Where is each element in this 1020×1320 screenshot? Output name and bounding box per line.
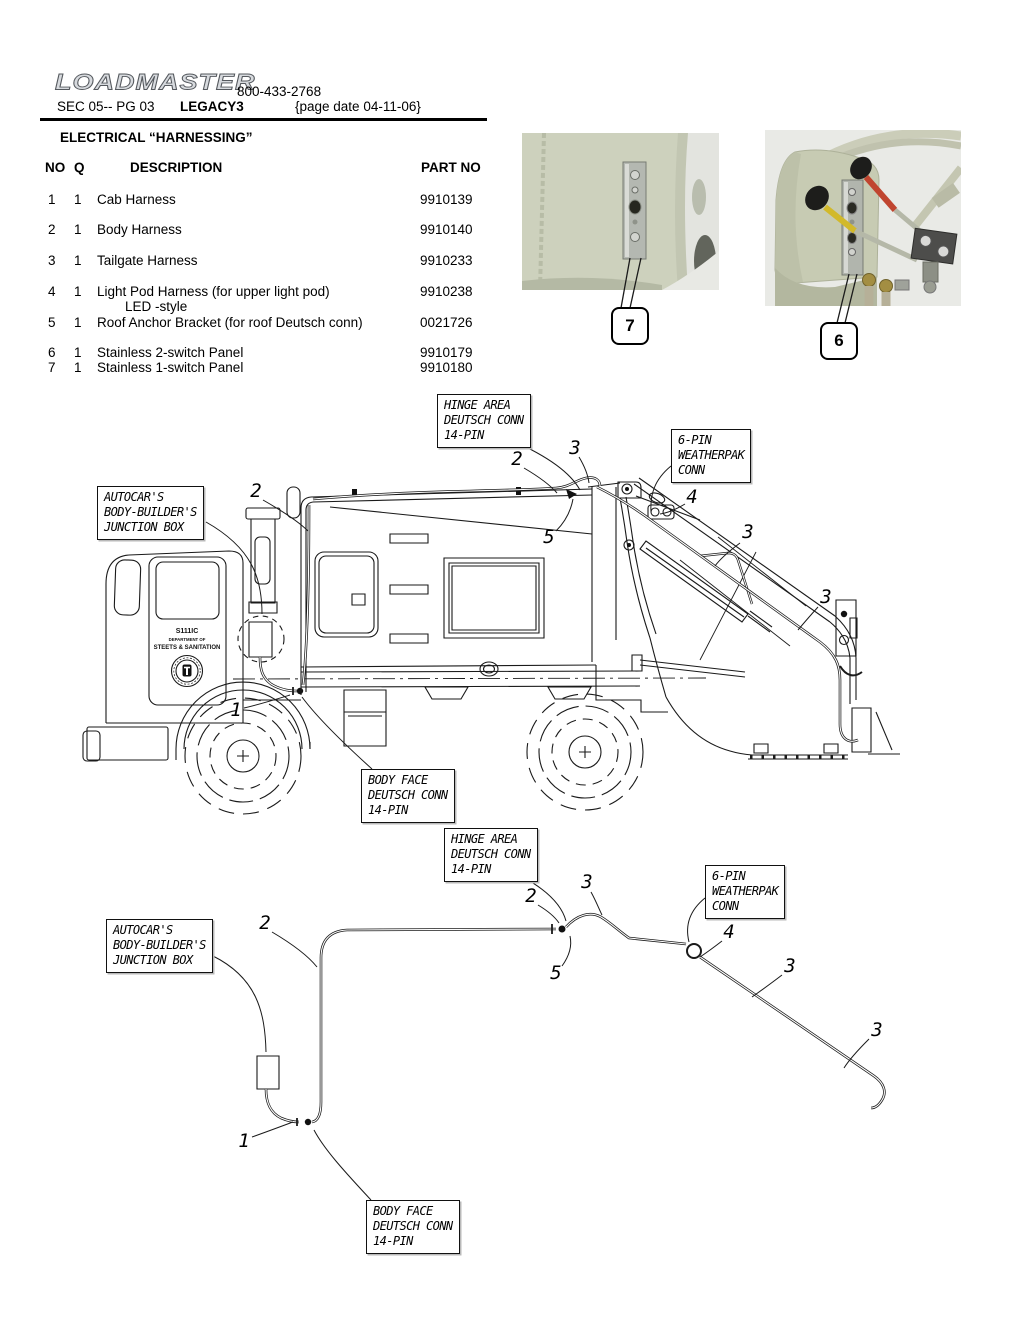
callout-line: 14-PIN	[373, 1233, 413, 1248]
cell-desc: Body Harness	[97, 222, 182, 237]
cell-no: 2	[48, 222, 56, 237]
callout-line: AUTOCAR'S	[113, 923, 173, 937]
callout-line: 6-PIN	[712, 869, 746, 883]
cell-desc-line2: LED -style	[125, 299, 188, 314]
junction-box-symbol	[257, 1056, 279, 1089]
marker-1: 1	[230, 699, 242, 721]
truck-drawing	[83, 441, 900, 814]
marker-3: 3	[871, 1019, 883, 1041]
cell-desc: Tailgate Harness	[97, 253, 198, 268]
callout-line: BODY FACE	[368, 773, 428, 787]
rear-wheel	[527, 694, 643, 810]
callout-line: AUTOCAR'S	[104, 490, 164, 504]
harness-only-drawing	[213, 876, 884, 1200]
cell-desc: Light Pod Harness (for upper light pod)	[97, 284, 330, 299]
callout-line: DEUTSCH CONN	[373, 1218, 453, 1233]
bottom-leader-lines	[213, 876, 869, 1200]
marker-2: 2	[250, 480, 262, 502]
marker-4: 4	[723, 921, 735, 943]
marker-3: 3	[569, 437, 581, 459]
callout-weatherpak-bottom	[705, 865, 785, 919]
page-date: {page date 04-11-06}	[295, 99, 421, 114]
marker-3: 3	[820, 586, 832, 608]
cell-no: 1	[48, 192, 56, 207]
marker-4: 4	[686, 486, 698, 508]
cell-desc: Stainless 1-switch Panel	[97, 360, 244, 375]
loadmaster-logo: LOADMASTER	[55, 70, 256, 95]
cell-desc: Roof Anchor Bracket (for roof Deutsch conn)	[97, 315, 363, 330]
cell-part: 9910238	[420, 284, 473, 299]
door-text-dept: DEPARTMENT OF	[168, 637, 206, 642]
door-seal-logo	[172, 656, 203, 687]
cell-desc: Stainless 2-switch Panel	[97, 345, 244, 360]
callout-line: 14-PIN	[368, 802, 408, 817]
callout-line: BODY FACE	[373, 1204, 433, 1218]
exhaust-and-junction-box	[238, 508, 303, 695]
cell-q: 1	[74, 284, 82, 299]
marker-3: 3	[784, 955, 796, 977]
callout-line: HINGE AREA	[451, 832, 518, 846]
callout-junction-box-top	[97, 486, 204, 540]
callout-line: JUNCTION BOX	[104, 519, 184, 534]
callout-line: BODY-BUILDER'S	[104, 504, 197, 519]
callout-hinge-conn-bottom	[444, 828, 538, 882]
cell-no: 7	[48, 360, 56, 375]
phone-number: 800-433-2768	[237, 84, 322, 99]
cell-part: 9910180	[420, 360, 473, 375]
callout-hinge-conn-top	[437, 394, 531, 448]
marker-2: 2	[511, 448, 523, 470]
cell-part: 9910179	[420, 345, 473, 360]
cell-q: 1	[74, 345, 82, 360]
cell-no: 3	[48, 253, 56, 268]
callout-line: DEUTSCH CONN	[368, 787, 448, 802]
photo-callout-6: 6	[820, 322, 858, 360]
callout-line: CONN	[712, 898, 739, 913]
door-text-model: S111IC	[175, 628, 199, 635]
cell-q: 1	[74, 253, 82, 268]
callout-line: 14-PIN	[444, 427, 484, 442]
door-text-sanitation: STEETS & SANITATION	[153, 645, 221, 651]
truck-harness-routing	[303, 478, 862, 742]
cell-part: 9910140	[420, 222, 473, 237]
callout-line: BODY-BUILDER'S	[113, 937, 206, 952]
truck-body	[233, 487, 706, 746]
callout-line: 14-PIN	[451, 861, 491, 876]
cell-q: 1	[74, 315, 82, 330]
marker-1: 1	[238, 1130, 250, 1152]
callout-line: WEATHERPAK	[678, 447, 745, 462]
callout-line: DEUTSCH CONN	[451, 846, 531, 861]
cell-part: 9910233	[420, 253, 473, 268]
cell-part: 9910139	[420, 192, 473, 207]
photo-leader-lines	[621, 258, 857, 323]
cell-no: 5	[48, 315, 56, 330]
page-title: ELECTRICAL “HARNESSING”	[60, 130, 253, 145]
section-page-ref: SEC 05-- PG 03	[57, 99, 155, 114]
callout-line: WEATHERPAK	[712, 883, 779, 898]
marker-2: 2	[259, 912, 271, 934]
col-no: NO	[45, 160, 66, 175]
callout-line: DEUTSCH CONN	[444, 412, 524, 427]
col-q: Q	[74, 160, 85, 175]
cell-no: 4	[48, 284, 56, 299]
harness-pigtail-loop	[687, 944, 701, 958]
marker-5: 5	[550, 962, 562, 984]
callout-weatherpak-top	[671, 429, 751, 483]
cell-q: 1	[74, 192, 82, 207]
callout-line: HINGE AREA	[444, 398, 511, 412]
cell-part: 0021726	[420, 315, 473, 330]
callout-body-face-top	[361, 769, 455, 823]
photo-callout-7: 7	[611, 307, 649, 345]
marker-3: 3	[742, 521, 754, 543]
cell-desc: Cab Harness	[97, 192, 176, 207]
cell-q: 1	[74, 222, 82, 237]
marker-3: 3	[581, 871, 593, 893]
col-desc: DESCRIPTION	[130, 160, 223, 175]
cell-q: 1	[74, 360, 82, 375]
marker-2: 2	[525, 885, 537, 907]
callout-line: CONN	[678, 462, 705, 477]
callout-line: JUNCTION BOX	[113, 952, 193, 967]
cell-no: 6	[48, 345, 56, 360]
marker-5: 5	[543, 526, 555, 548]
callout-junction-box-bottom	[106, 919, 213, 973]
model-name: LEGACY3	[180, 99, 244, 114]
col-part: PART NO	[421, 160, 481, 175]
callout-line: 6-PIN	[678, 433, 712, 447]
callout-body-face-bottom	[366, 1200, 460, 1254]
